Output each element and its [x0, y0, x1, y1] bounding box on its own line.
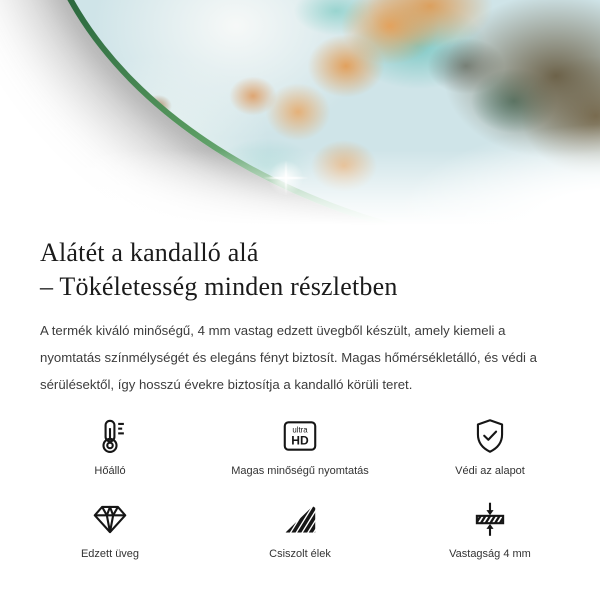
shield-check-icon: [469, 415, 511, 457]
polished-edges-icon: [279, 498, 321, 540]
svg-text:ultra: ultra: [292, 425, 308, 435]
page-title-line1: Alátét a kandalló alá: [40, 238, 259, 267]
product-image: [0, 0, 600, 228]
feature-heat-resistant: [40, 411, 180, 477]
thermometer-icon: [89, 415, 131, 457]
feature-label-tempered-glass: Edzett üveg: [80, 548, 140, 560]
feature-polished-edges: [230, 494, 370, 560]
feature-tempered-glass: [40, 494, 180, 560]
feature-label-protects-base: Védi az alapot: [455, 465, 525, 477]
feature-protects-base: [420, 411, 560, 477]
feature-label-polished-edges: Csiszolt élek: [269, 548, 331, 560]
feature-grid: [40, 411, 560, 560]
ultra-hd-icon: [279, 415, 321, 457]
diamond-icon: [89, 498, 131, 540]
thickness-icon: [469, 498, 511, 540]
glass-disc-artwork: [36, 0, 600, 228]
product-description: A termék kiváló minőségű, 4 mm vastag edzett üvegből készült, amely kiemeli a nyomtatás színmélységét és elegáns fényt biztosít. Magas hőmérsékletálló, és védi a sérülésektől, így hosszú évekre biztosítja a kandalló körüli teret.: [40, 323, 537, 392]
feature-label-thickness: Vastagság 4 mm: [449, 548, 531, 560]
glass-disc-edge: [30, 0, 600, 228]
feature-print-quality: [230, 411, 370, 477]
feature-label-heat-resistant: Hőálló: [94, 465, 126, 477]
product-info-section: [0, 236, 600, 560]
page-title: [40, 236, 560, 304]
feature-label-print-quality: Magas minőségű nyomtatás: [231, 465, 369, 477]
svg-text:HD: HD: [291, 433, 309, 448]
page-title-line2: – Tökéletesség minden részletben: [40, 272, 398, 301]
feature-thickness: [420, 494, 560, 560]
